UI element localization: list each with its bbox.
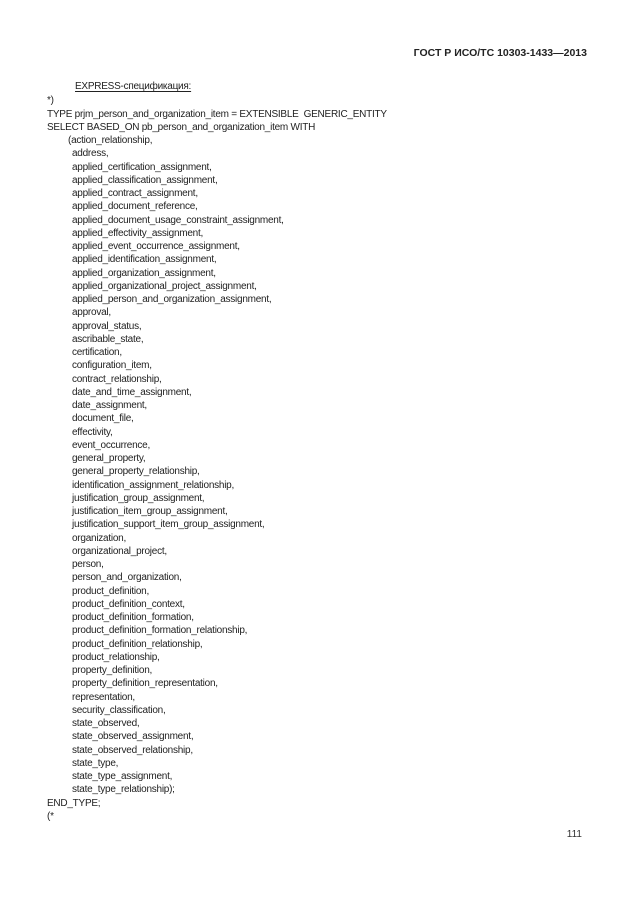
select-item: ascribable_state, <box>72 333 144 345</box>
select-item: document_file, <box>72 413 134 425</box>
select-item: product_definition_relationship, <box>72 638 203 650</box>
select-item: justification_support_item_group_assignment, <box>72 519 265 531</box>
select-item: state_observed_assignment, <box>72 731 194 743</box>
select-item: date_assignment, <box>72 400 147 411</box>
select-item: person, <box>72 559 104 570</box>
select-item: state_observed_relationship, <box>72 744 193 756</box>
select-item: state_observed, <box>72 718 140 729</box>
select-item: state_type, <box>72 757 119 769</box>
select-item: applied_event_occurrence_assignment, <box>72 241 240 252</box>
select-item: product_definition_context, <box>72 598 185 610</box>
type-declaration: TYPE prjm_person_and_organization_item = EXTENSIBLE GENERIC_ENTITY <box>47 108 387 120</box>
select-item: state_type_relationship); <box>72 784 175 796</box>
select-item: identification_assignment_relationship, <box>72 479 235 491</box>
select-item: applied_organizational_project_assignment, <box>72 280 257 292</box>
select-item: general_property_relationship, <box>72 466 200 478</box>
select-item: property_definition_representation, <box>72 678 218 690</box>
select-item-list <box>47 147 387 796</box>
select-item: product_relationship, <box>72 651 160 663</box>
select-item: configuration_item, <box>72 360 152 372</box>
select-item: justification_item_group_assignment, <box>72 506 228 517</box>
select-item: security_classification, <box>72 704 166 716</box>
end-type: END_TYPE; <box>47 797 101 809</box>
select-item: date_and_time_assignment, <box>72 386 192 398</box>
select-item: organization, <box>72 532 127 544</box>
select-item-first: (action_relationship, <box>68 135 153 146</box>
select-item: address, <box>72 148 109 160</box>
select-item: justification_group_assignment, <box>72 492 205 504</box>
select-item: applied_person_and_organization_assignment, <box>72 294 272 305</box>
select-item: applied_certification_assignment, <box>72 161 212 173</box>
select-item: representation, <box>72 691 135 703</box>
document-header-standard-id: ГОСТ Р ИСО/ТС 10303-1433—2013 <box>413 47 587 59</box>
page-number: 111 <box>566 829 582 840</box>
express-code-block <box>47 80 387 823</box>
select-item: applied_classification_assignment, <box>72 174 218 186</box>
select-item: product_definition_formation_relationship, <box>72 625 248 637</box>
select-item: product_definition_formation, <box>72 612 194 623</box>
comment-open: (* <box>47 810 54 822</box>
select-item: applied_identification_assignment, <box>72 254 217 266</box>
select-item: effectivity, <box>72 426 113 438</box>
select-item: contract_relationship, <box>72 373 162 385</box>
select-item: property_definition, <box>72 665 153 676</box>
select-item: certification, <box>72 347 122 358</box>
select-item: person_and_organization, <box>72 572 182 584</box>
select-item: applied_organization_assignment, <box>72 267 216 279</box>
select-item: event_occurrence, <box>72 439 151 451</box>
select-item: approval_status, <box>72 320 142 332</box>
select-item: organizational_project, <box>72 545 167 557</box>
select-item: general_property, <box>72 453 146 464</box>
select-item: state_type_assignment, <box>72 771 173 782</box>
select-item: product_definition, <box>72 585 149 597</box>
select-item: applied_contract_assignment, <box>72 188 198 199</box>
select-item: applied_document_usage_constraint_assignment, <box>72 214 284 226</box>
section-heading: EXPRESS-спецификация: <box>75 81 192 92</box>
select-item: applied_effectivity_assignment, <box>72 227 204 239</box>
select-declaration: SELECT BASED_ON pb_person_and_organization_item WITH <box>47 121 316 133</box>
select-item: approval, <box>72 307 111 319</box>
comment-close: *) <box>47 95 54 107</box>
select-item: applied_document_reference, <box>72 201 198 213</box>
